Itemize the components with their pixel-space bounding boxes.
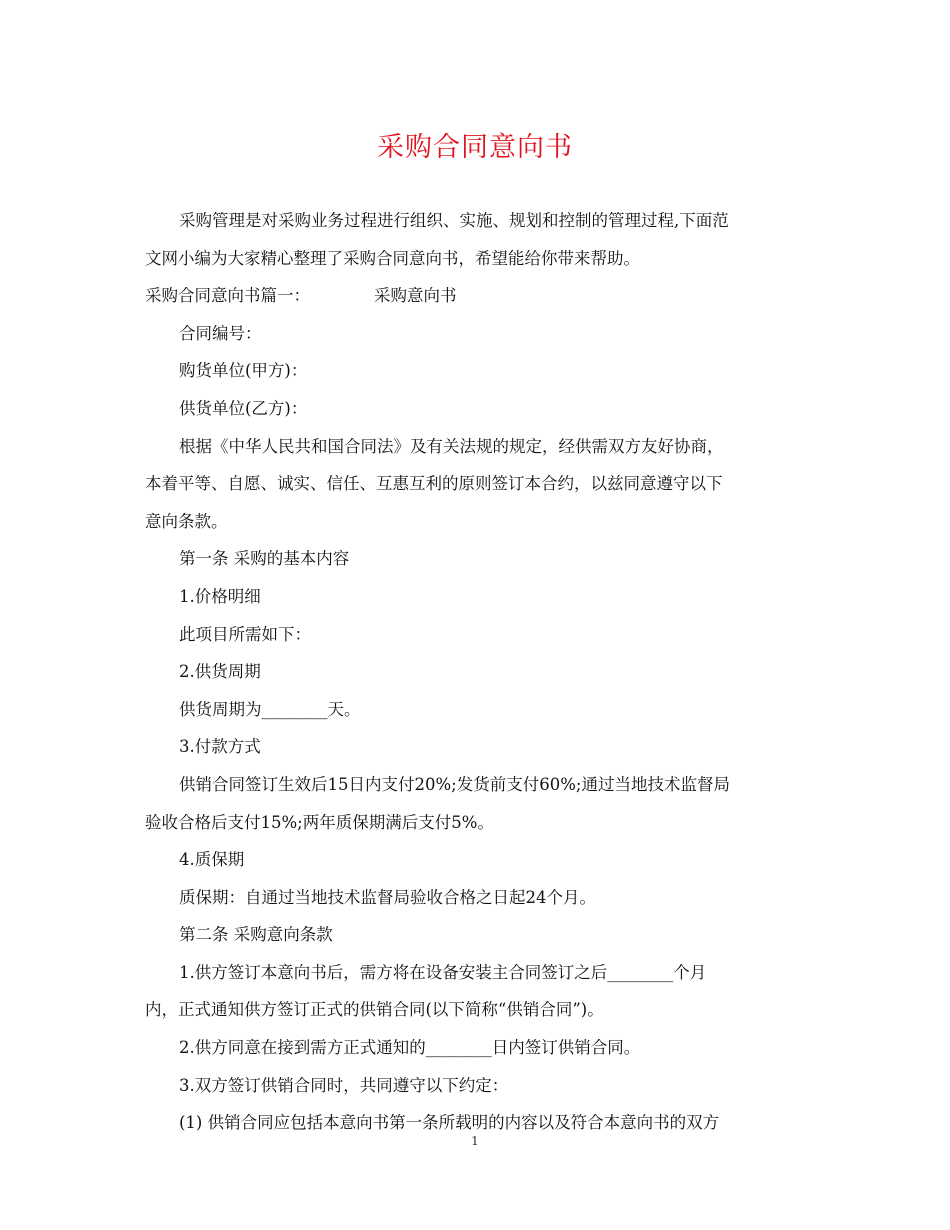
buyer-line: 购货单位(甲方)： — [179, 361, 308, 381]
clause-heading: 1.价格明细 — [179, 586, 261, 606]
paragraph-line: 3.双方签订供销合同时，共同遵守以下约定： — [179, 1075, 509, 1095]
paragraph-line: 此项目所需如下： — [179, 624, 311, 644]
paragraph-line: 1.供方签订本意向书后，需方将在设备安装主合同签订之后________个月 — [179, 962, 707, 982]
article-heading: 第二条 采购意向条款 — [179, 925, 333, 945]
paragraph-line: 内，正式通知供方签订正式的供销合同(以下简称“供销合同”)。 — [145, 1000, 604, 1020]
supplier-line: 供货单位(乙方)： — [179, 398, 308, 418]
paragraph-line: 文网小编为大家精心整理了采购合同意向书，希望能给你带来帮助。 — [145, 248, 640, 268]
paragraph-line: 采购管理是对采购业务过程进行组织、实施、规划和控制的管理过程,下面范 — [179, 211, 729, 230]
section-heading: 采购合同意向书篇一： — [145, 286, 310, 306]
paragraph-line: 供货周期为________天。 — [179, 699, 361, 719]
document-body — [145, 202, 805, 1142]
article-heading: 第一条 采购的基本内容 — [179, 549, 350, 569]
paragraph-line: 供销合同签订生效后15日内支付20%;发货前支付60%;通过当地技术监督局 — [179, 774, 730, 794]
paragraph-line: 本着平等、自愿、诚实、信任、互惠互利的原则签订本合约，以兹同意遵守以下 — [145, 474, 723, 494]
paragraph-line: 根据《中华人民共和国合同法》及有关法规的规定，经供需双方友好协商， — [179, 436, 724, 456]
paragraph-line: 验收合格后支付15%;两年质保期满后支付5%。 — [145, 812, 494, 832]
page-number: 1 — [471, 1134, 479, 1148]
clause-heading: 4.质保期 — [179, 850, 245, 870]
paragraph-line: 2.供方同意在接到需方正式通知的________日内签订供销合同。 — [179, 1038, 641, 1058]
clause-heading: 3.付款方式 — [179, 737, 261, 757]
document-title: 采购合同意向书 — [377, 132, 573, 163]
section-subtitle: 采购意向书 — [374, 286, 457, 306]
paragraph-line: (1) 供销合同应包括本意向书第一条所载明的内容以及符合本意向书的双方 — [179, 1113, 720, 1133]
clause-heading: 2.供货周期 — [179, 662, 261, 682]
paragraph-line: 质保期：自通过当地技术监督局验收合格之日起24个月。 — [179, 887, 596, 907]
section-heading-line — [145, 277, 805, 315]
contract-number-line: 合同编号： — [179, 323, 262, 343]
paragraph-line: 意向条款。 — [145, 511, 228, 531]
